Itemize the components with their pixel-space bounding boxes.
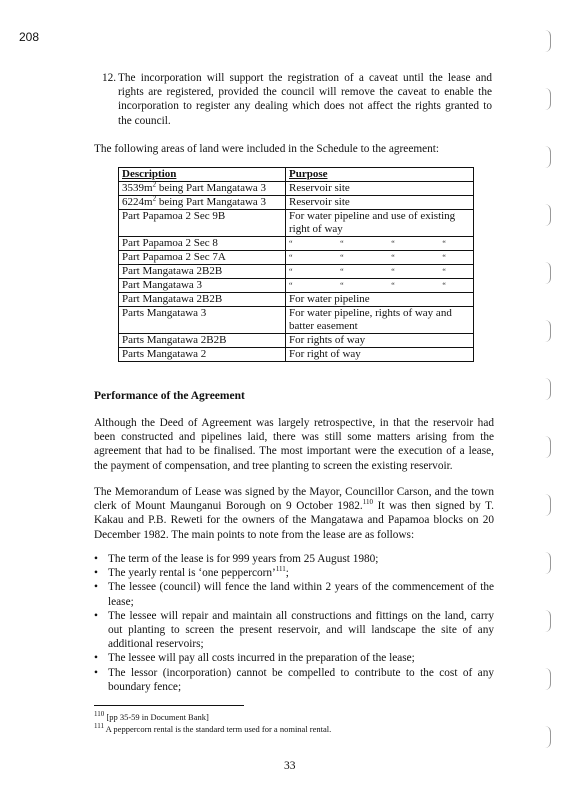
footnote-110 bbox=[94, 712, 209, 722]
binding-mark bbox=[542, 668, 551, 690]
section-heading: Performance of the Agreement bbox=[94, 390, 245, 402]
cell-description bbox=[119, 265, 286, 279]
ditto-mark: “ bbox=[391, 281, 395, 290]
list-item-text: The lessee (council) will fence the land within 2 years of the commencement of the lease; bbox=[108, 581, 494, 608]
purpose-text: For water pipeline and use of existing right of way bbox=[289, 210, 456, 235]
table-header-row bbox=[119, 168, 474, 182]
ditto-mark: “ bbox=[289, 267, 293, 276]
binding-mark bbox=[542, 436, 551, 458]
cell-purpose bbox=[286, 237, 474, 251]
cell-purpose bbox=[286, 348, 474, 362]
ditto-mark: “ bbox=[391, 267, 395, 276]
paragraph-lease-text-cont: It was then signed by T. Kakau and P.B. Reweti for the owners of the Mangatawa and Papamoa blocks on 20 December 1982. The main points to note from the lease are as follows: bbox=[94, 500, 495, 541]
bullet-icon: • bbox=[94, 567, 98, 580]
paragraph-performance: Although the Deed of Agreement was largely retrospective, in that the reservoir had been constructed and pipelines laid, there was still some matters arising from the agreement that had to be finalised. The most important were the execution of a lease, the payment of compensation, and tree planting to screen the existing reservoir. bbox=[94, 417, 494, 472]
binding-mark bbox=[542, 610, 551, 632]
cell-purpose bbox=[286, 307, 474, 334]
ditto-mark: “ bbox=[289, 253, 293, 262]
ditto-mark: “ bbox=[340, 239, 344, 248]
cell-description bbox=[119, 196, 286, 210]
cell-description bbox=[119, 293, 286, 307]
ditto-mark: “ bbox=[289, 281, 293, 290]
binding-mark bbox=[542, 552, 551, 574]
list-item-text: The lessee will pay all costs incurred in the preparation of the lease; bbox=[108, 652, 415, 665]
purpose-text: For water pipeline, rights of way and batter easement bbox=[289, 307, 452, 332]
binding-mark bbox=[542, 726, 551, 748]
footnote-divider bbox=[94, 705, 244, 706]
table-row bbox=[119, 251, 474, 265]
binding-mark bbox=[542, 204, 551, 226]
item-text: The incorporation will support the registration of a caveat until the lease and rights are registered, provided the council will remove the caveat to enable the incorporation to register any dealing which does not affect the rights granted to the council. bbox=[118, 72, 492, 127]
footnote-111 bbox=[94, 724, 331, 734]
ditto-marks bbox=[289, 251, 470, 264]
description-text: Parts Mangatawa 2 bbox=[122, 348, 207, 360]
ditto-mark: “ bbox=[442, 239, 446, 248]
paragraph-lease-text: The Memorandum of Lease was signed by the Mayor, Councillor Carson, and the town clerk of Mount Maunganui Borough on 9 October 1982. bbox=[94, 486, 494, 513]
binding-mark bbox=[542, 262, 551, 284]
description-text-end: being Part Mangatawa 3 bbox=[156, 182, 267, 194]
description-text: Part Papamoa 2 Sec 7A bbox=[122, 251, 226, 263]
list-item-text: The term of the lease is for 999 years from 25 August 1980; bbox=[108, 553, 379, 565]
ditto-mark: “ bbox=[391, 239, 395, 248]
cell-description bbox=[119, 237, 286, 251]
list-item bbox=[94, 566, 494, 580]
cell-purpose bbox=[286, 279, 474, 293]
header-description: Description bbox=[119, 168, 286, 182]
cell-purpose bbox=[286, 210, 474, 237]
cell-description bbox=[119, 182, 286, 196]
ditto-mark: “ bbox=[391, 253, 395, 262]
ditto-mark: “ bbox=[442, 281, 446, 290]
item-number: 12. bbox=[102, 72, 117, 84]
ditto-mark: “ bbox=[442, 267, 446, 276]
binding-mark bbox=[542, 378, 551, 400]
description-text: 6224m bbox=[122, 196, 153, 208]
binding-mark bbox=[542, 320, 551, 342]
description-text: Part Mangatawa 3 bbox=[122, 279, 203, 291]
description-text: Part Papamoa 2 Sec 9B bbox=[122, 210, 226, 222]
table-row bbox=[119, 293, 474, 307]
ditto-mark: “ bbox=[340, 281, 344, 290]
cell-purpose bbox=[286, 196, 474, 210]
list-item bbox=[94, 580, 494, 608]
bullet-icon: • bbox=[94, 666, 98, 679]
ditto-mark: “ bbox=[340, 253, 344, 262]
binding-mark bbox=[542, 494, 551, 516]
ditto-mark: “ bbox=[340, 267, 344, 276]
cell-purpose bbox=[286, 182, 474, 196]
description-text: Parts Mangatawa 2B2B bbox=[122, 334, 227, 346]
purpose-text: For water pipeline bbox=[289, 293, 370, 305]
page-number: 33 bbox=[284, 760, 296, 772]
binding-marks bbox=[536, 0, 560, 800]
table-row bbox=[119, 196, 474, 210]
list-item bbox=[94, 666, 494, 694]
cell-purpose bbox=[286, 293, 474, 307]
table-row bbox=[119, 210, 474, 237]
table-row bbox=[119, 307, 474, 334]
numbered-item-12 bbox=[102, 71, 492, 128]
cell-description bbox=[119, 210, 286, 237]
footnote-text: [pp 35-59 in Document Bank] bbox=[104, 712, 209, 722]
table-row bbox=[119, 237, 474, 251]
list-item-text: The lessor (incorporation) cannot be compelled to contribute to the cost of any boundary fence; bbox=[108, 666, 494, 693]
ditto-mark: “ bbox=[442, 253, 446, 262]
cell-purpose bbox=[286, 265, 474, 279]
table-row bbox=[119, 182, 474, 196]
footnote-ref-111: 111 bbox=[275, 565, 286, 574]
list-item bbox=[94, 651, 494, 665]
cell-description bbox=[119, 348, 286, 362]
superscript: 2 bbox=[152, 180, 157, 189]
bullet-icon: • bbox=[94, 652, 98, 665]
binding-mark bbox=[542, 30, 551, 52]
list-item bbox=[94, 609, 494, 652]
ditto-marks bbox=[289, 279, 470, 292]
purpose-text: For right of way bbox=[289, 348, 361, 360]
footnote-text: A peppercorn rental is the standard term used for a nominal rental. bbox=[103, 724, 332, 734]
cell-description bbox=[119, 334, 286, 348]
cell-purpose bbox=[286, 334, 474, 348]
description-text: 3539m bbox=[122, 182, 153, 194]
header-purpose: Purpose bbox=[286, 168, 474, 182]
table-row bbox=[119, 348, 474, 362]
list-item-text: The yearly rental is ‘one peppercorn’ bbox=[108, 567, 276, 580]
paragraph-lease bbox=[94, 485, 494, 542]
schedule-table bbox=[118, 167, 474, 362]
list-item-text: The lessee will repair and maintain all constructions and fittings on the land, carry out planting to screen the present reservoir, and will landscape the site of any additional reservoirs; bbox=[108, 609, 494, 651]
cell-description bbox=[119, 279, 286, 293]
description-text: Part Papamoa 2 Sec 8 bbox=[122, 237, 218, 249]
binding-mark bbox=[542, 146, 551, 168]
description-text: Part Mangatawa 2B2B bbox=[122, 265, 223, 277]
cell-purpose bbox=[286, 251, 474, 265]
binding-mark bbox=[542, 88, 551, 110]
table-row bbox=[119, 334, 474, 348]
purpose-text: For rights of way bbox=[289, 334, 366, 346]
ditto-mark: “ bbox=[289, 239, 293, 248]
footnote-ref-110: 110 bbox=[362, 498, 373, 507]
top-page-number: 208 bbox=[19, 30, 40, 44]
footnote-number: 110 bbox=[94, 710, 105, 719]
bullet-icon: • bbox=[94, 553, 98, 565]
superscript: 2 bbox=[152, 194, 157, 203]
table-row bbox=[119, 265, 474, 279]
cell-description bbox=[119, 251, 286, 265]
purpose-text: Reservoir site bbox=[289, 182, 350, 194]
description-text: Parts Mangatawa 3 bbox=[122, 307, 207, 319]
purpose-text: Reservoir site bbox=[289, 196, 350, 208]
footnote-number: 111 bbox=[94, 722, 104, 731]
ditto-marks bbox=[289, 265, 470, 278]
list-item bbox=[94, 552, 494, 566]
cell-description bbox=[119, 307, 286, 334]
table-row bbox=[119, 279, 474, 293]
bullet-icon: • bbox=[94, 581, 98, 594]
bullet-icon: • bbox=[94, 609, 98, 622]
description-text-end: being Part Mangatawa 3 bbox=[156, 196, 267, 208]
list-item-text-end: ; bbox=[285, 567, 289, 580]
lease-points-list bbox=[94, 552, 494, 694]
ditto-marks bbox=[289, 237, 470, 250]
description-text: Part Mangatawa 2B2B bbox=[122, 293, 223, 305]
schedule-intro: The following areas of land were included in the Schedule to the agreement: bbox=[94, 143, 440, 155]
